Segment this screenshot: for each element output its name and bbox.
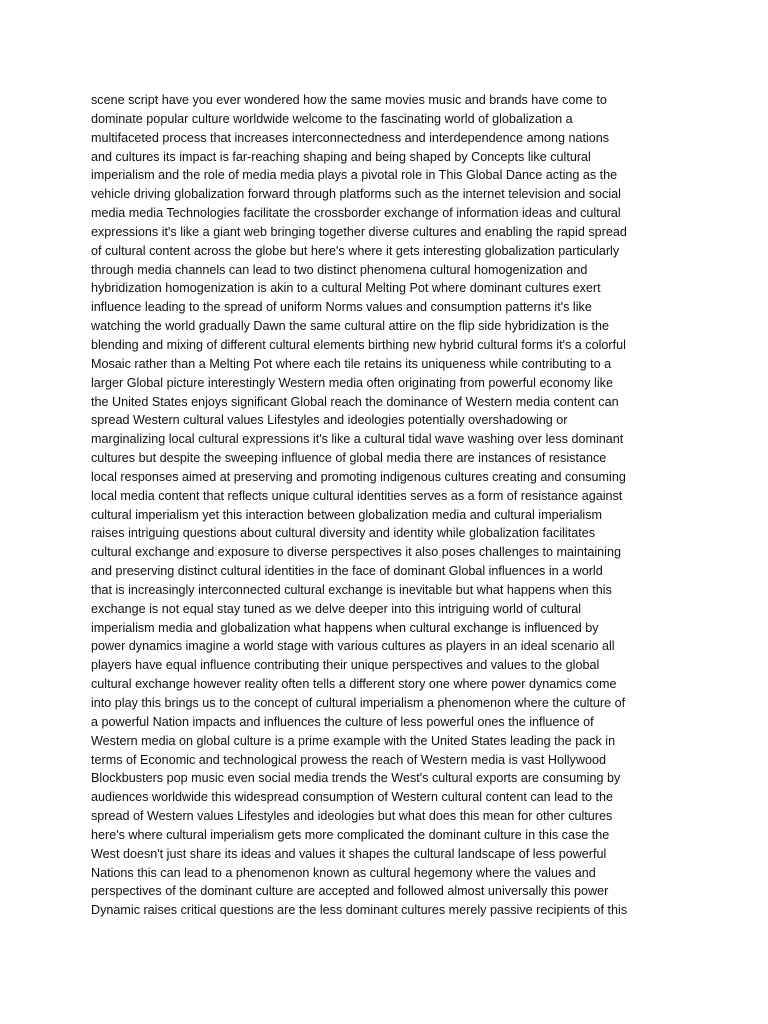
text-line: cultural exchange and exposure to diverse perspectives it also poses challenges to maintaining xyxy=(91,545,621,560)
text-line: perspectives of the dominant culture are accepted and followed almost universally this power xyxy=(91,884,609,899)
text-line: watching the world gradually Dawn the same cultural attire on the flip side hybridization is the xyxy=(91,319,610,334)
text-line: and cultures its impact is far-reaching shaping and being shaped by Concepts like cultural xyxy=(91,149,591,164)
text-line: blending and mixing of different cultural elements birthing new hybrid cultural forms it's a colorful xyxy=(91,337,626,352)
text-line: expressions it's like a giant web bringing together diverse cultures and enabling the rapid spread xyxy=(91,224,627,239)
text-line: Blockbusters pop music even social media trends the West's cultural exports are consuming by xyxy=(91,771,621,786)
text-line: hybridization homogenization is akin to a cultural Melting Pot where dominant cultures exert xyxy=(91,281,601,296)
text-line: Mosaic rather than a Melting Pot where each tile retains its uniqueness while contributing to a xyxy=(91,356,612,371)
text-line: Nations this can lead to a phenomenon known as cultural hegemony where the values and xyxy=(91,865,596,880)
text-line: the United States enjoys significant Global reach the dominance of Western media content can xyxy=(91,394,619,409)
text-line: cultural imperialism yet this interaction between globalization media and cultural imperialism xyxy=(91,507,602,522)
text-line: vehicle driving globalization forward through platforms such as the internet television and social xyxy=(91,187,621,202)
text-line: a powerful Nation impacts and influences the culture of less powerful ones the influence of xyxy=(91,714,594,729)
text-line: larger Global picture interestingly Western media often originating from powerful economy like xyxy=(91,375,613,390)
text-line: Dynamic raises critical questions are the less dominant cultures merely passive recipients of this xyxy=(91,903,628,918)
text-line: scene script have you ever wondered how the same movies music and brands have come to xyxy=(91,93,607,107)
text-line: power dynamics imagine a world stage with various cultures as players in an ideal scenario all xyxy=(91,639,615,654)
text-line: West doesn't just share its ideas and values it shapes the cultural landscape of less powerful xyxy=(91,846,607,861)
text-line: terms of Economic and technological prowess the reach of Western media is vast Hollywood xyxy=(91,752,606,767)
text-line: cultures but despite the sweeping influence of global media there are instances of resistance xyxy=(91,451,607,466)
text-line: local responses aimed at preserving and promoting indigenous cultures creating and consuming xyxy=(91,469,626,484)
text-line: Western media on global culture is a prime example with the United States leading the pack in xyxy=(91,733,616,748)
text-line: here's where cultural imperialism gets more complicated the dominant culture in this case the xyxy=(91,827,610,842)
text-line: cultural exchange however reality often tells a different story one where power dynamics come xyxy=(91,677,617,692)
text-line: marginalizing local cultural expressions it's like a cultural tidal wave washing over less dominant xyxy=(91,432,624,447)
text-line: raises intriguing questions about cultural diversity and identity while globalization facilitates xyxy=(91,526,596,541)
text-line: influence leading to the spread of uniform Norms values and consumption patterns it's like xyxy=(91,300,592,315)
text-line: that is increasingly interconnected cultural exchange is inevitable but what happens when this xyxy=(91,582,612,597)
text-line: imperialism media and globalization what happens when cultural exchange is influenced by xyxy=(91,620,599,635)
text-line: into play this brings us to the concept of cultural imperialism a phenomenon where the culture of xyxy=(91,696,626,710)
text-line: dominate popular culture worldwide welcome to the fascinating world of globalization a xyxy=(91,111,573,126)
transcript-body xyxy=(91,91,691,920)
text-line: multifaceted process that increases interconnectedness and interdependence among nations xyxy=(91,130,610,145)
text-line: players have equal influence contributing their unique perspectives and values to the global xyxy=(91,658,600,673)
text-line: local media content that reflects unique cultural identities serves as a form of resistance against xyxy=(91,488,623,503)
text-line: spread of Western values Lifestyles and ideologies but what does this mean for other cultures xyxy=(91,809,613,824)
text-line: of cultural content across the globe but here's where it gets interesting globalization particularly xyxy=(91,243,620,258)
text-line: exchange is not equal stay tuned as we delve deeper into this intriguing world of cultural xyxy=(91,601,582,616)
text-line: audiences worldwide this widespread consumption of Western cultural content can lead to the xyxy=(91,790,614,805)
text-line: media media Technologies facilitate the crossborder exchange of information ideas and cultural xyxy=(91,206,621,221)
text-line: through media channels can lead to two distinct phenomena cultural homogenization and xyxy=(91,262,588,277)
text-line: and preserving distinct cultural identities in the face of dominant Global influences in a world xyxy=(91,564,603,579)
text-line: imperialism and the role of media media plays a pivotal role in This Global Dance acting as the xyxy=(91,168,618,183)
text-line: spread Western cultural values Lifestyles and ideologies potentially overshadowing or xyxy=(91,413,568,428)
